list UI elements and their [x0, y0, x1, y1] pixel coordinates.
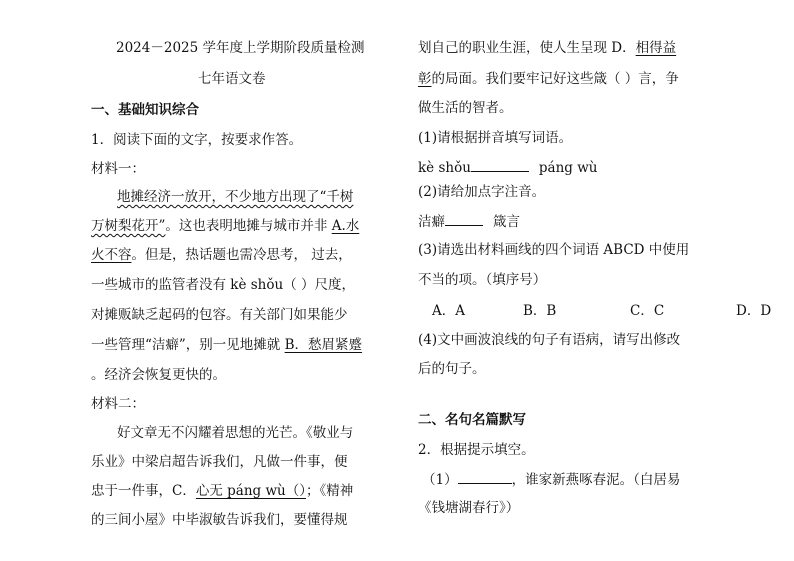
material-2-line-4: 的三间小屋》中毕淑敏告诉我们，要懂得规	[91, 512, 348, 528]
subquestion-3-line-1: (3)请选出材料画线的四个词语 ABCD 中使用	[418, 242, 690, 258]
material-1-label: 材料一：	[91, 161, 145, 177]
word-d: 相得益	[635, 40, 677, 56]
word-b: B．愁眉紧蹙	[284, 337, 363, 353]
answer-blank[interactable]	[445, 212, 483, 226]
material-2-line-3	[91, 482, 353, 500]
text-segment: ，谁家新燕啄春泥。（白居易	[511, 472, 681, 488]
exam-title: 2024－2025 学年度上学期阶段质量检测	[116, 40, 365, 56]
pinyin-pángwù: páng wù	[538, 160, 598, 176]
question-2: 2．根据提示填空。	[418, 442, 535, 458]
section2-heading: 二、名句名篇默写	[418, 412, 526, 428]
question-1: 1．阅读下面的文字，按要求作答。	[91, 132, 303, 148]
material-1-line-1: 地摊经济一放开，不少地方出现了“千树	[117, 189, 354, 205]
material-2-line-2: 乐业》中梁启超告诉我们，凡做一件事，便	[91, 454, 348, 470]
word-zhenyan: 箴言	[493, 214, 520, 230]
word-a: A.水	[331, 218, 360, 234]
text-segment: 的局面。我们要牢记好这些箴（ ）言，争	[431, 71, 679, 87]
material-1-line-5: 对摊贩缺乏起码的包容。有关部门如果能少	[91, 307, 348, 323]
subquestion-2-answers	[418, 212, 520, 231]
word-c: 心无 páng wù（）	[195, 483, 306, 499]
text-segment: ；《精神	[305, 483, 354, 499]
subquestion-4-line-2: 后的句子。	[418, 361, 486, 377]
right-line-1	[418, 39, 676, 57]
word-a-cont: 火不容	[91, 247, 132, 263]
text-segment: 。但是，热话题也需冷思考， 过去，	[131, 247, 352, 263]
section1-heading: 一、基础知识综合	[91, 102, 199, 118]
right-line-3: 做生活的智者。	[418, 100, 513, 116]
text-segment: 划自己的职业生涯，使人生呈现 D．	[418, 40, 636, 56]
text-segment: 一些管理“洁癖”，别一见地摊就	[91, 337, 285, 353]
question-2-1	[422, 470, 680, 489]
word-d-cont: 彰	[418, 71, 432, 87]
text-segment: 。这也表明地摊与城市并非	[165, 218, 332, 234]
option-d[interactable]: D．D	[736, 303, 772, 319]
subquestion-1-answers	[418, 158, 597, 177]
option-c[interactable]: C．C	[630, 303, 665, 319]
text-segment: 忠于一件事，C．	[91, 483, 196, 499]
subquestion-4-line-1: (4)文中画波浪线的句子有语病，请写出修改	[418, 332, 681, 348]
material-1-line-2	[91, 217, 359, 235]
option-b[interactable]: B．B	[523, 303, 557, 319]
pinyin-kèshǒu: kè shǒu	[418, 160, 471, 176]
material-2-line-1: 好文章无不闪耀着思想的光芒。《敬业与	[117, 425, 354, 441]
material-1-line-7: 。经济会恢复更快的。	[91, 367, 226, 383]
word-jiepi: 洁癖	[418, 214, 445, 230]
right-line-2	[418, 70, 679, 88]
subquestion-3-line-2: 不当的项。（填序号）	[418, 272, 547, 288]
item-number: （1）	[422, 472, 458, 488]
answer-blank[interactable]	[458, 470, 512, 484]
exam-subtitle: 七年语文卷	[198, 71, 266, 87]
option-a[interactable]: A．A	[432, 303, 465, 319]
material-1-line-4: 一些城市的监管者没有 kè shǒu（ ）尺度，	[91, 277, 355, 293]
material-1-line-3	[91, 246, 352, 264]
material-2-label: 材料二：	[91, 396, 145, 412]
wavy-sentence-end: 万树梨花开”	[91, 218, 166, 234]
answer-blank[interactable]	[471, 158, 529, 172]
subquestion-2: (2)请给加点字注音。	[418, 184, 546, 200]
material-1-line-6	[91, 336, 362, 354]
subquestion-1: (1)请根据拼音填写词语。	[418, 130, 573, 146]
question-2-1-source: 《钱塘湖春行》）	[418, 500, 520, 516]
